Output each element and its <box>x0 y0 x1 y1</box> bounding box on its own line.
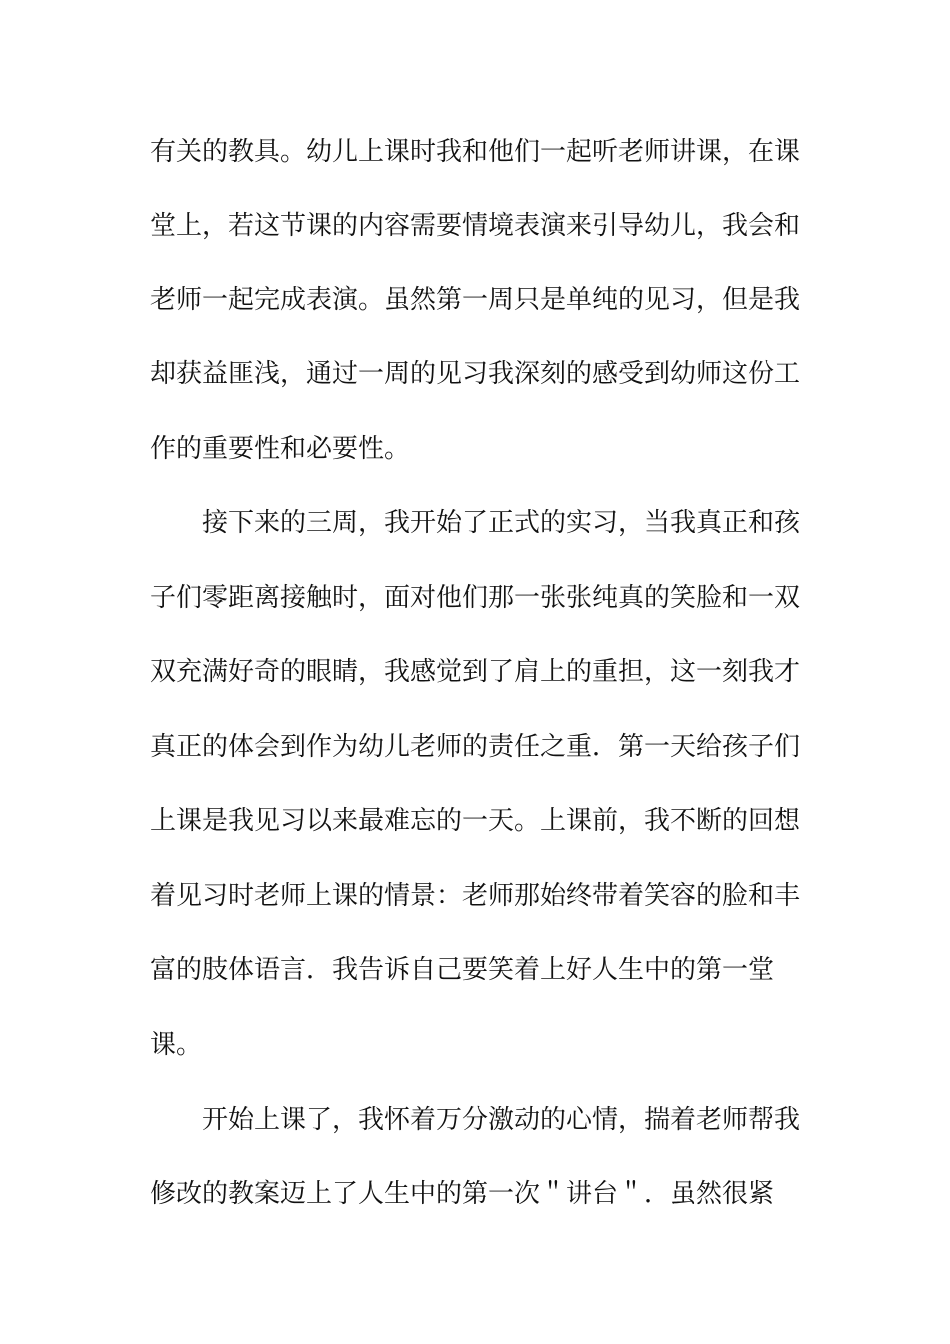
text-line: 子们零距离接触时，面对他们那一张张纯真的笑脸和一双 <box>150 583 801 613</box>
text-line: 真正的体会到作为幼儿老师的责任之重．第一天给孩子们 <box>150 732 801 762</box>
text-line: 课。 <box>150 1030 203 1060</box>
text-line: 上课是我见习以来最难忘的一天。上课前，我不断的回想 <box>150 806 801 836</box>
text-line: 堂上，若这节课的内容需要情境表演来引导幼儿，我会和 <box>150 211 801 241</box>
text-line: 却获益匪浅，通过一周的见习我深刻的感受到幼师这份工 <box>150 359 801 389</box>
text-line: 着见习时老师上课的情景：老师那始终带着笑容的脸和丰 <box>150 881 801 911</box>
text-line: 老师一起完成表演。虽然第一周只是单纯的见习，但是我 <box>150 285 801 315</box>
text-line: 修改的教案迈上了人生中的第一次＂讲台＂．虽然很紧 <box>150 1179 775 1209</box>
text-line: 双充满好奇的眼睛，我感觉到了肩上的重担，这一刻我才 <box>150 657 801 687</box>
paragraph-first-line: 开始上课了，我怀着万分激动的心情，揣着老师帮我 <box>202 1105 801 1135</box>
paragraph-first-line: 接下来的三周，我开始了正式的实习，当我真正和孩 <box>202 508 801 538</box>
text-line: 富的肢体语言．我告诉自己要笑着上好人生中的第一堂 <box>150 955 775 985</box>
text-line: 有关的教具。幼儿上课时我和他们一起听老师讲课，在课 <box>150 137 801 167</box>
text-line: 作的重要性和必要性。 <box>150 434 411 464</box>
